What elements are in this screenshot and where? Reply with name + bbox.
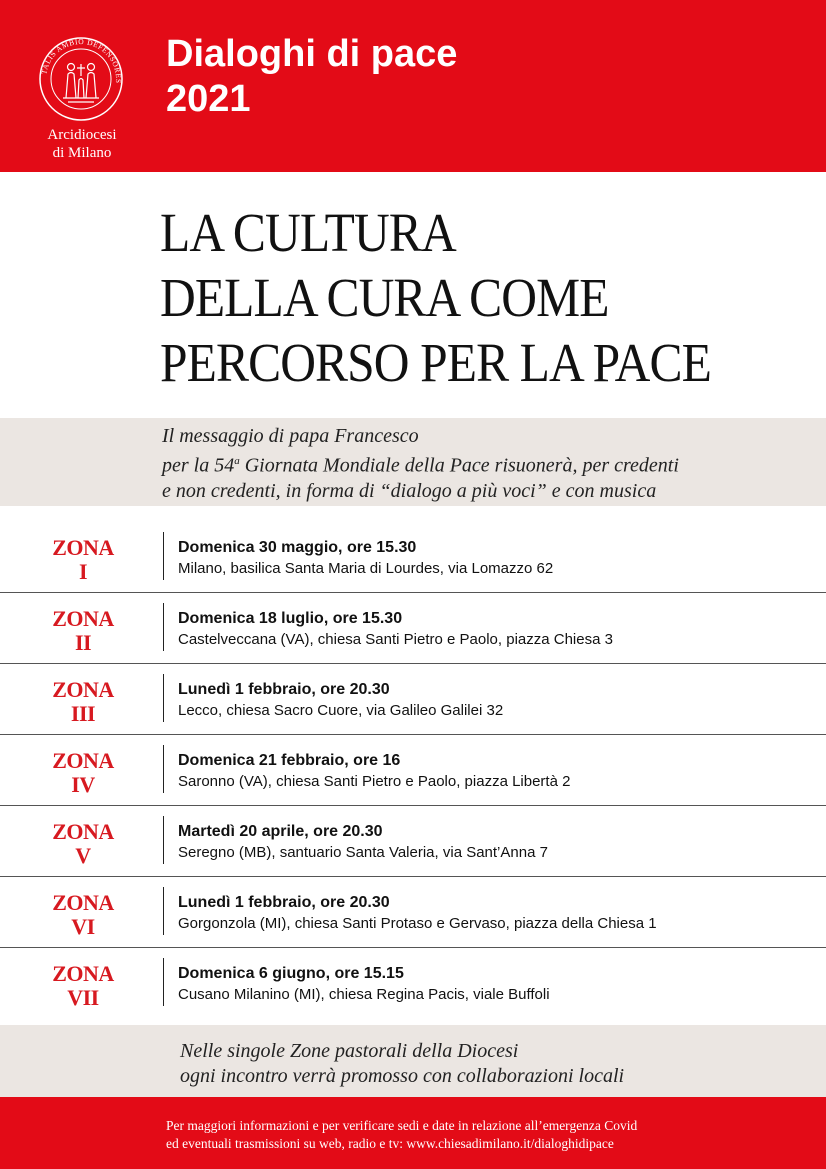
zone-word: ZONA <box>52 748 114 773</box>
footer-line-2: ed eventuali trasmissioni su web, radio e tv: www.chiesadimilano.it/dialoghidipace <box>166 1136 614 1151</box>
zone-label <box>40 607 126 655</box>
zone-place: Milano, basilica Santa Maria di Lourdes, via Lomazzo 62 <box>178 560 554 577</box>
series-title-line-1: Dialoghi di pace <box>166 33 458 75</box>
zone-label <box>40 820 126 868</box>
zone-row <box>0 664 826 735</box>
zones-list <box>0 522 826 1019</box>
organization-name <box>20 126 144 162</box>
zone-divider <box>163 603 164 651</box>
zone-label <box>40 536 126 584</box>
zone-row <box>0 948 826 1019</box>
note-text <box>180 1039 800 1089</box>
zone-numeral: V <box>75 843 91 868</box>
seal-icon <box>38 36 124 122</box>
zone-numeral: II <box>74 630 92 655</box>
zone-label <box>40 891 126 939</box>
zone-place: Gorgonzola (MI), chiesa Santi Protaso e Gervaso, piazza della Chiesa 1 <box>178 915 657 932</box>
zone-date: Domenica 6 giugno, ore 15.15 <box>178 965 404 982</box>
zone-label <box>40 678 126 726</box>
zone-word: ZONA <box>52 535 114 560</box>
zone-word: ZONA <box>52 819 114 844</box>
headline-line-3: PERCORSO PER LA PACE <box>160 332 711 393</box>
zone-divider <box>163 532 164 580</box>
zone-divider <box>163 816 164 864</box>
intro-line-2 <box>162 449 802 479</box>
intro-text <box>162 424 802 504</box>
zone-divider <box>163 674 164 722</box>
zone-place: Castelveccana (VA), chiesa Santi Pietro e Paolo, piazza Chiesa 3 <box>178 631 613 648</box>
zone-numeral: I <box>78 559 88 584</box>
intro-line-2-end: Giornata Mondiale della Pace risuonerà, per credenti <box>239 454 679 477</box>
zone-row <box>0 593 826 664</box>
zone-numeral: VI <box>71 914 95 939</box>
zone-word: ZONA <box>52 677 114 702</box>
series-title-year: 2021 <box>166 78 251 120</box>
org-line-2: di Milano <box>52 145 112 161</box>
zone-divider <box>163 887 164 935</box>
intro-line-1: Il messaggio di papa Francesco <box>162 425 419 447</box>
note-line-2: ogni incontro verrà promosso con collaborazioni locali <box>180 1065 625 1087</box>
zone-place: Lecco, chiesa Sacro Cuore, via Galileo Galilei 32 <box>178 702 504 719</box>
zone-place: Seregno (MB), santuario Santa Valeria, via Sant’Anna 7 <box>178 844 548 861</box>
zone-date: Martedì 20 aprile, ore 20.30 <box>178 823 383 840</box>
zone-date: Lunedì 1 febbraio, ore 20.30 <box>178 894 390 911</box>
zone-numeral: IV <box>71 772 95 797</box>
zone-word: ZONA <box>52 606 114 631</box>
zone-numeral: VII <box>67 985 99 1010</box>
zone-word: ZONA <box>52 890 114 915</box>
series-title <box>166 32 457 122</box>
org-line-1: Arcidiocesi <box>47 127 117 143</box>
note-line-1: Nelle singole Zone pastorali della Diocesi <box>180 1040 519 1062</box>
zone-label <box>40 962 126 1010</box>
intro-line-2-start: per la 54 <box>162 454 235 477</box>
zone-date: Domenica 18 luglio, ore 15.30 <box>178 610 403 627</box>
zone-row <box>0 877 826 948</box>
intro-line-3: e non credenti, in forma di “dialogo a più voci” e con musica <box>162 479 657 502</box>
zone-place: Cusano Milanino (MI), chiesa Regina Pacis, viale Buffoli <box>178 986 550 1003</box>
footer-line-1: Per maggiori informazioni e per verificare sedi e date in relazione all’emergenza Covid <box>166 1118 638 1133</box>
zone-divider <box>163 958 164 1006</box>
header-banner <box>0 0 826 172</box>
zone-row <box>0 735 826 806</box>
footer-text <box>166 1117 806 1153</box>
headline-line-1: LA CULTURA <box>160 202 456 263</box>
zone-divider <box>163 745 164 793</box>
zone-word: ZONA <box>52 961 114 986</box>
zone-row <box>0 522 826 593</box>
zone-date: Domenica 21 febbraio, ore 16 <box>178 752 401 769</box>
zone-row <box>0 806 826 877</box>
diocese-seal-logo <box>38 36 124 122</box>
zone-place: Saronno (VA), chiesa Santi Pietro e Paolo, piazza Libertà 2 <box>178 773 571 790</box>
headline-line-2: DELLA CURA COME <box>160 267 609 328</box>
ordinal-superscript: a <box>234 455 240 467</box>
zone-numeral: III <box>70 701 96 726</box>
zone-date: Lunedì 1 febbraio, ore 20.30 <box>178 681 390 698</box>
svg-text:TALIS AMBIO DEFENSORES: TALIS AMBIO DEFENSORES <box>39 36 124 84</box>
zone-date: Domenica 30 maggio, ore 15.30 <box>178 539 417 556</box>
zone-label <box>40 749 126 797</box>
main-headline <box>160 200 754 395</box>
